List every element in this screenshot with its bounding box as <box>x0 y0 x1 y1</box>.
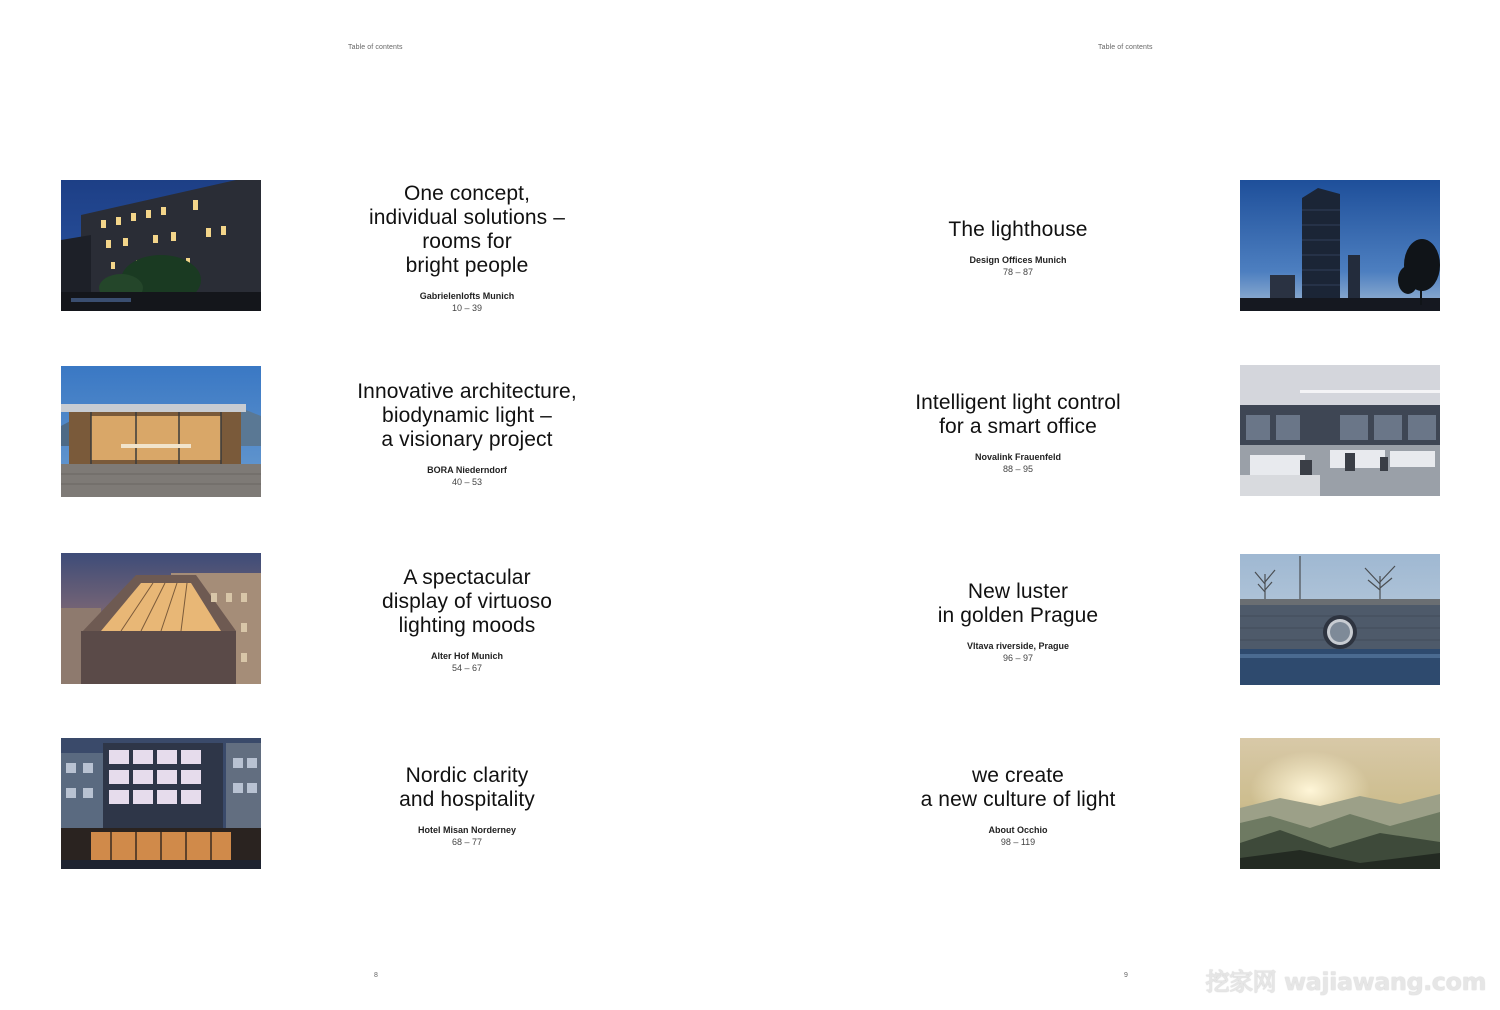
alter-hof-thumbnail[interactable] <box>61 553 261 684</box>
entry-pages: 88 – 95 <box>1002 464 1034 474</box>
watermark: 挖家网 wajiawang.com <box>1205 968 1486 996</box>
entry-subtitle: Hotel Misan Norderney <box>417 825 517 835</box>
entry-title: Intelligent light control for a smart office <box>915 391 1121 438</box>
entry-pages: 68 – 77 <box>451 837 483 847</box>
running-head-left: Table of contents <box>348 44 403 51</box>
entry-title: The lighthouse <box>948 218 1088 241</box>
entry-subtitle: Gabrielenlofts Munich <box>419 291 515 301</box>
entry-subtitle: BORA Niederndorf <box>427 465 507 475</box>
toc-entry-about-occhio[interactable] <box>868 764 1168 848</box>
toc-entry-vltava[interactable] <box>868 580 1168 664</box>
entry-title: A spectacular display of virtuoso lighting moods <box>382 566 552 637</box>
bora-thumbnail[interactable] <box>61 366 261 497</box>
vltava-thumbnail[interactable] <box>1240 554 1440 685</box>
entry-subtitle: Design Offices Munich <box>969 255 1067 265</box>
entry-pages: 78 – 87 <box>1002 267 1034 277</box>
design-offices-thumbnail[interactable] <box>1240 180 1440 311</box>
entry-pages: 54 – 67 <box>451 663 483 673</box>
toc-entry-alter-hof[interactable] <box>317 566 617 674</box>
entry-subtitle: Novalink Frauenfeld <box>974 452 1062 462</box>
toc-entry-design-offices[interactable] <box>868 218 1168 278</box>
entry-pages: 10 – 39 <box>451 303 483 313</box>
entry-subtitle: Alter Hof Munich <box>431 651 503 661</box>
running-head-right: Table of contents <box>1098 44 1153 51</box>
entry-title: One concept, individual solutions – rooms for bright people <box>369 182 565 277</box>
toc-entry-hotel-misan[interactable] <box>317 764 617 848</box>
gabrielenlofts-thumbnail[interactable] <box>61 180 261 311</box>
toc-entry-gabrielenlofts[interactable] <box>317 182 617 314</box>
page-number-left: 8 <box>374 972 378 979</box>
entry-subtitle: About Occhio <box>988 825 1048 835</box>
entry-pages: 98 – 119 <box>1000 837 1036 847</box>
novalink-thumbnail[interactable] <box>1240 365 1440 496</box>
mountain-sunrise-thumbnail[interactable] <box>1240 738 1440 869</box>
entry-pages: 96 – 97 <box>1002 653 1034 663</box>
entry-title: Nordic clarity and hospitality <box>399 764 535 811</box>
toc-entry-bora[interactable] <box>317 380 617 488</box>
entry-title: we create a new culture of light <box>920 764 1116 811</box>
page-number-right: 9 <box>1124 972 1128 979</box>
toc-entry-novalink[interactable] <box>868 391 1168 475</box>
entry-title: New luster in golden Prague <box>937 580 1099 627</box>
hotel-misan-thumbnail[interactable] <box>61 738 261 869</box>
entry-subtitle: Vltava riverside, Prague <box>966 641 1070 651</box>
entry-title: Innovative architecture, biodynamic light – a visionary project <box>357 380 577 451</box>
entry-pages: 40 – 53 <box>451 477 483 487</box>
